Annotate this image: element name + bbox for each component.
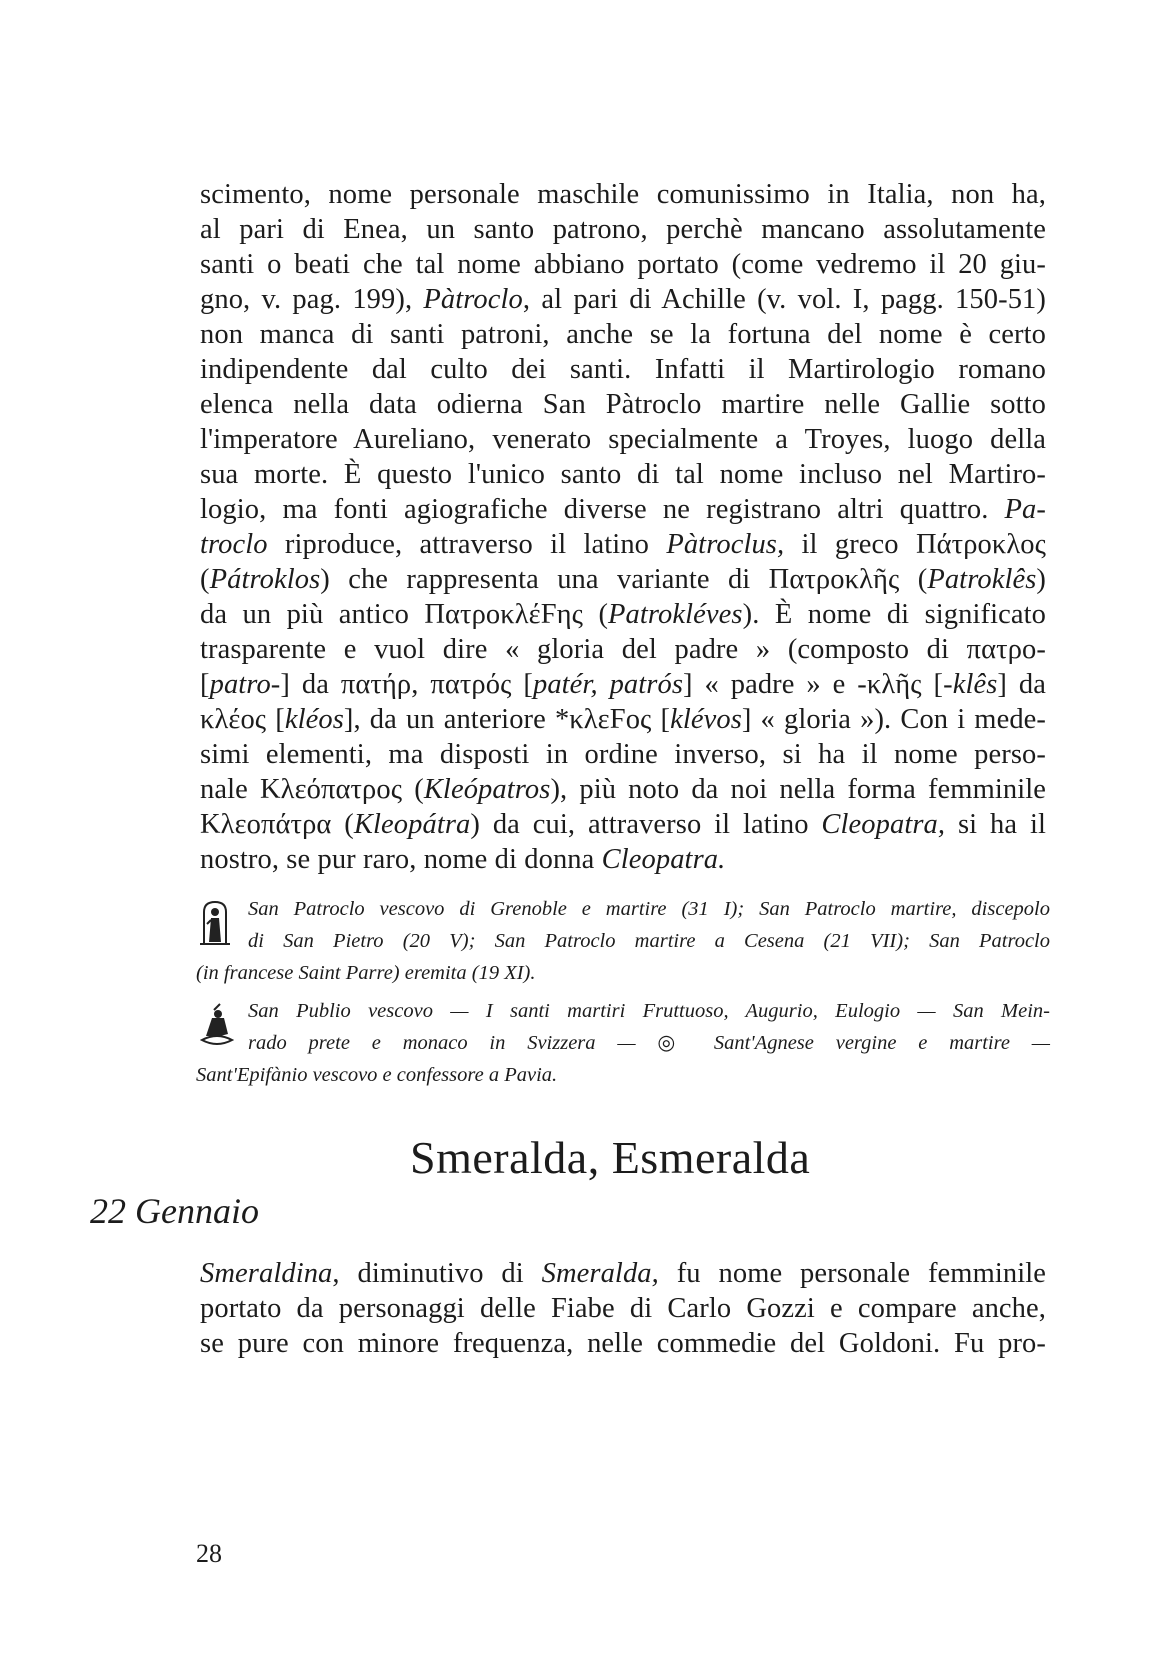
entry-title: Smeralda, Esmeralda [410, 1132, 811, 1183]
text-line: nostro, se pur raro, nome di donna Cleopatra. [200, 844, 726, 875]
note-line: (in francese Saint Parre) eremita (19 XI). [196, 962, 536, 984]
text-line: Κλεοπάτρα (Kleopátra) da cui, attraverso il latino Cleopatra, si ha il [200, 809, 1046, 840]
text-line: non manca di santi patroni, anche se la fortuna del nome è certo [200, 319, 1046, 350]
text-line: elenca nella data odierna San Pàtroclo martire nelle Gallie sotto [200, 389, 1046, 420]
text-line: santi o beati che tal nome abbiano portato (come vedremo il 20 giu- [200, 249, 1046, 280]
text-line: [patro-] da πατήρ, πατρός [patér, patrós] « padre » e -κλῆς [-klês] da [200, 669, 1046, 700]
text-line: sua morte. È questo l'unico santo di tal nome incluso nel Martiro- [200, 459, 1046, 490]
note-line: Sant'Epifànio vescovo e confessore a Pavia. [196, 1064, 558, 1086]
text-line: Smeraldina, diminutivo di Smeralda, fu nome personale femminile [200, 1258, 1046, 1289]
note-line: San Patroclo vescovo di Grenoble e martire (31 I); San Patroclo martire, discepolo [248, 898, 1050, 920]
date-heading: 22 Gennaio [90, 1191, 259, 1231]
note-line: San Publio vescovo — I santi martiri Fruttuoso, Augurio, Eulogio — San Mein- [248, 1000, 1050, 1022]
text-line: al pari di Enea, un santo patrono, perchè mancano assolutamente [200, 214, 1046, 245]
text-line: indipendente dal culto dei santi. Infatti il Martirologio romano [200, 354, 1046, 385]
saints-note-patroclo [196, 893, 1050, 989]
text-line: gno, v. pag. 199), Pàtroclo, al pari di Achille (v. vol. I, pagg. 150-51) [200, 284, 1046, 315]
text-line: portato da personaggi delle Fiabe di Carlo Gozzi e compare anche, [200, 1293, 1046, 1324]
paragraph-patroclo [200, 177, 1046, 877]
text-line: simi elementi, ma disposti in ordine inverso, si ha il nome perso- [200, 739, 1046, 770]
text-line: logio, ma fonti agiografiche diverse ne registrano altri quattro. Pa- [200, 494, 1046, 525]
text-line: κλέος [kléos], da un anteriore *κλεϜος [klévos] « gloria »). Con i mede- [200, 704, 1047, 735]
note-line: di San Pietro (20 V); San Patroclo martire a Cesena (21 VII); San Patroclo [248, 930, 1050, 952]
saints-note-day [196, 995, 1050, 1091]
text-line: troclo riproduce, attraverso il latino Pàtroclus, il greco Πάτροκλος [200, 529, 1046, 560]
text-line: scimento, nome personale maschile comunissimo in Italia, non ha, [200, 179, 1046, 210]
note-line: rado prete e monaco in Svizzera — ◎ Sant'Agnese vergine e martire — [248, 1032, 1050, 1054]
text-line: l'imperatore Aureliano, venerato specialmente a Troyes, luogo della [200, 424, 1046, 455]
paragraph-smeralda [200, 1256, 1046, 1361]
text-line: da un più antico ΠατροκλέϜης (Patrokléves). È nome di significato [200, 599, 1046, 630]
page-number: 28 [196, 1539, 222, 1568]
text-line: (Pátroklos) che rappresenta una variante di Πατροκλῆς (Patroklês) [200, 564, 1046, 595]
text-line: nale Κλεόπατρος (Kleópatros), più noto da noi nella forma femminile [200, 774, 1046, 805]
text-line: se pure con minore frequenza, nelle commedie del Goldoni. Fu pro- [200, 1328, 1046, 1359]
text-line: trasparente e vuol dire « gloria del padre » (composto di πατρο- [200, 634, 1046, 665]
